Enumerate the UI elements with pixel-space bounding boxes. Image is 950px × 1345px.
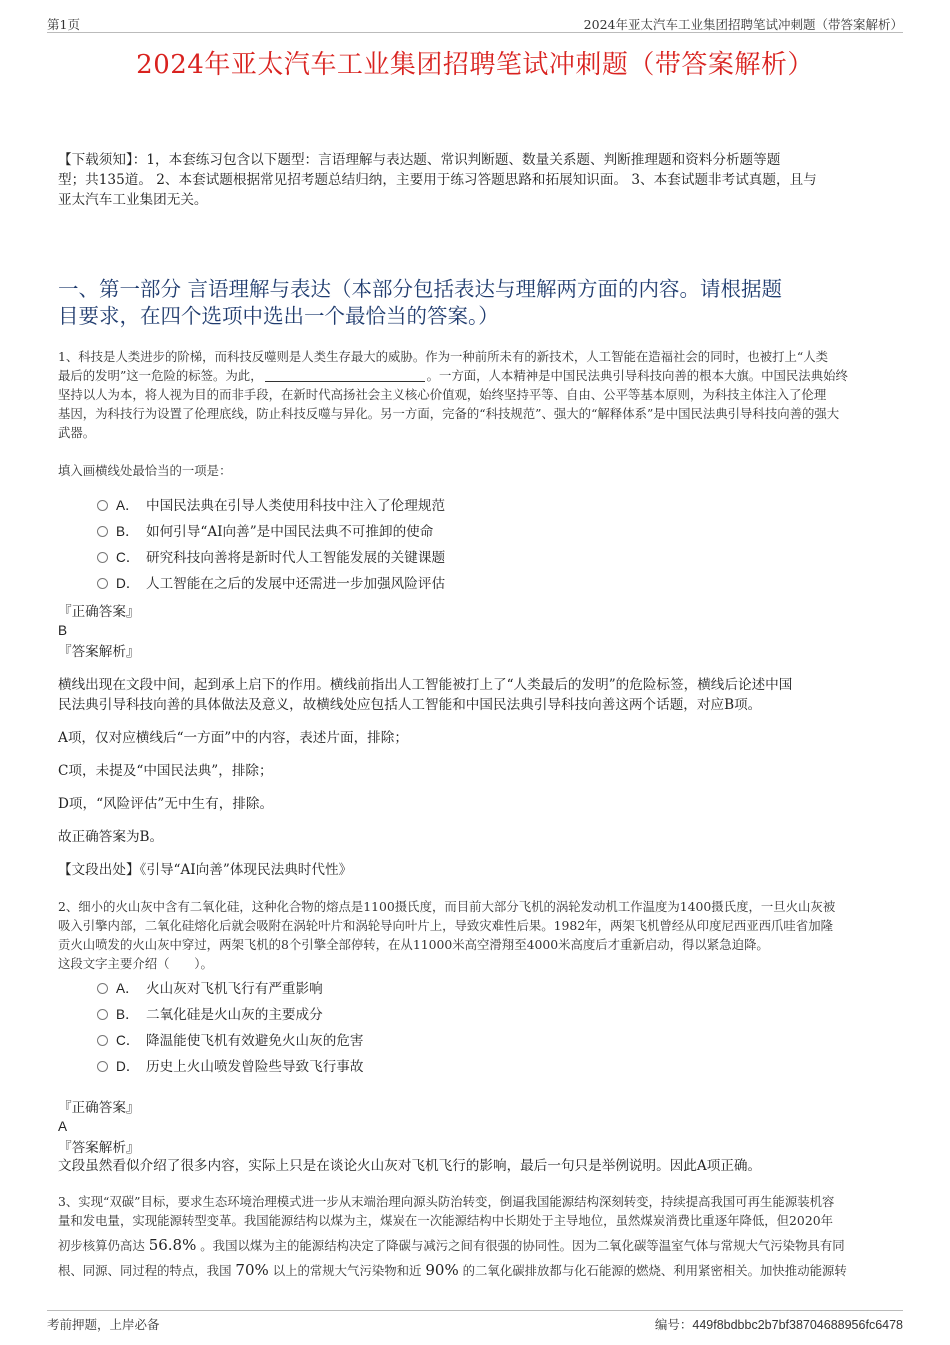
q3-text: 。我国以煤为主的能源结构决定了降碳与减污之间有很强的协同性。因为二氧化碳等温室气体与常规大气污染物具有同 bbox=[200, 1238, 845, 1253]
option-letter: C． bbox=[116, 1033, 140, 1048]
q1-source: 【文段出处】《引导“AI向善”体现民法典时代性》 bbox=[58, 862, 353, 878]
analysis-line: 横线出现在文段中间，起到承上启下的作用。横线前指出人工智能被打上了“人类最后的发明”的危险标签，横线后论述中国 bbox=[58, 677, 793, 693]
q1-line: 坚持以人为本，将人视为目的而非手段，在新时代高扬社会主义核心价值观，始终坚持平等、自由、公平等基本原则，为科技主体注入了伦理 bbox=[58, 387, 827, 402]
q1-conclusion: 故正确答案为B。 bbox=[58, 829, 164, 845]
q1-analysis bbox=[58, 675, 908, 715]
q1-answer: B bbox=[58, 623, 68, 638]
q2-line: 贡火山喷发的火山灰中穿过，两架飞机的8个引擎全部停转，在从11000米高空滑翔至4000米高度后才重新启动，得以紧急迫降。 bbox=[58, 937, 769, 952]
option-letter: A． bbox=[116, 498, 139, 513]
option-text: 二氧化硅是火山灰的主要成分 bbox=[146, 1007, 323, 1023]
q1-note-c: C项，未提及“中国民法典”，排除； bbox=[58, 763, 273, 779]
option-text: 如何引导“AI向善”是中国民法典不可推卸的使命 bbox=[146, 524, 434, 540]
radio-icon[interactable] bbox=[97, 500, 108, 511]
q2-option-a[interactable] bbox=[97, 979, 323, 999]
q3-text: 以上的常规大气污染物和近 bbox=[272, 1263, 422, 1278]
radio-icon[interactable] bbox=[97, 578, 108, 589]
question-3-stem bbox=[58, 1192, 918, 1280]
question-1-stem bbox=[58, 347, 908, 442]
q2-analysis-label: 『答案解析』 bbox=[58, 1140, 140, 1156]
notice-line-1: 【下载须知】：1，本套练习包含以下题型：言语理解与表达题、常识判断题、数量关系题、判断推理题和资料分析题等题 bbox=[58, 152, 781, 168]
q1-note-d: D项，“风险评估”无中生有，排除。 bbox=[58, 796, 274, 812]
q2-line: 这段文字主要介绍（ ）。 bbox=[58, 956, 213, 971]
footer-slogan: 考前押题，上岸必备 bbox=[47, 1317, 160, 1332]
q3-text: 的二氧化碳排放都与化石能源的燃烧、利用紧密相关。加快推动能源转 bbox=[462, 1263, 847, 1278]
radio-icon[interactable] bbox=[97, 526, 108, 537]
q1-line-text: 最后的发明”这一危险的标签。为此， bbox=[58, 368, 263, 383]
notice-line-2: 型；共135道。 2、本套试题根据常见招考题总结归纳，主要用于练习答题思路和拓展知识面。 3、本套试题非考试真题，且与 bbox=[58, 172, 817, 188]
q3-text: 根、同源、同过程的特点，我国 bbox=[58, 1263, 232, 1278]
option-text: 人工智能在之后的发展中还需进一步加强风险评估 bbox=[146, 576, 446, 592]
q2-answer: A bbox=[58, 1119, 68, 1134]
q2-option-b[interactable] bbox=[97, 1005, 323, 1025]
q1-line: 武器。 bbox=[58, 425, 96, 440]
option-text: 研究科技向善将是新时代人工智能发展的关键课题 bbox=[146, 550, 446, 566]
option-letter: D． bbox=[116, 1059, 140, 1074]
q1-note-a: A项，仅对应横线后“一方面”中的内容，表述片面，排除； bbox=[58, 730, 408, 746]
radio-icon[interactable] bbox=[97, 552, 108, 563]
radio-icon[interactable] bbox=[97, 1061, 108, 1072]
q1-line: 1、科技是人类进步的阶梯，而科技反噬则是人类生存最大的威胁。作为一种前所未有的新技术，人工智能在造福社会的同时，也被打上“人类 bbox=[58, 349, 829, 364]
doc-id-label: 编号： bbox=[654, 1317, 693, 1332]
header-doc-title: 2024年亚太汽车工业集团招聘笔试冲刺题（带答案解析） bbox=[583, 17, 903, 32]
q2-line: 吸入引擎内部，二氧化硅熔化后就会吸附在涡轮叶片和涡轮导向叶片上，导致灾难性后果。1982年，两架飞机曾经从印度尼西亚西爪哇省加隆 bbox=[58, 918, 833, 933]
q1-option-d[interactable] bbox=[97, 574, 445, 594]
q3-percentage: 90% bbox=[425, 1261, 459, 1279]
option-letter: D． bbox=[116, 576, 140, 591]
option-text: 降温能使飞机有效避免火山灰的危害 bbox=[146, 1033, 364, 1049]
q2-answer-label: 『正确答案』 bbox=[58, 1100, 140, 1116]
radio-icon[interactable] bbox=[97, 1009, 108, 1020]
q1-line bbox=[58, 366, 908, 385]
option-letter: B． bbox=[116, 1007, 139, 1022]
q3-text: 初步核算仍高达 bbox=[58, 1238, 145, 1253]
question-2-stem bbox=[58, 897, 908, 973]
q2-option-c[interactable] bbox=[97, 1031, 364, 1051]
q1-line-text: 。一方面，人本精神是中国民法典引导科技向善的根本大旗。中国民法典始终 bbox=[426, 368, 848, 383]
q3-line bbox=[58, 1261, 918, 1280]
q1-answer-label: 『正确答案』 bbox=[58, 604, 140, 620]
q3-line: 3、实现“双碳”目标，要求生态环境治理模式进一步从末端治理向源头防治转变，倒逼我国能源结构深刻转变，持续提高我国可再生能源装机容 bbox=[58, 1194, 835, 1209]
footer-doc-id bbox=[655, 1315, 903, 1333]
section-heading-line-2: 目要求，在四个选项中选出一个最恰当的答案。） bbox=[58, 304, 499, 328]
q3-line: 量和发电量，实现能源转型变革。我国能源结构以煤为主，煤炭在一次能源结构中长期处于主导地位，虽然煤炭消费比重逐年降低，但2020年 bbox=[58, 1213, 833, 1228]
document-title: 2024年亚太汽车工业集团招聘笔试冲刺题（带答案解析） bbox=[136, 50, 814, 80]
radio-icon[interactable] bbox=[97, 1035, 108, 1046]
q3-percentage: 70% bbox=[235, 1261, 269, 1279]
q1-analysis-label: 『答案解析』 bbox=[58, 644, 140, 660]
q1-option-c[interactable] bbox=[97, 548, 445, 568]
option-text: 中国民法典在引导人类使用科技中注入了伦理规范 bbox=[146, 498, 446, 514]
option-letter: C． bbox=[116, 550, 140, 565]
doc-id-code: 449f8bdbbc2b7bf38704688956fc6478 bbox=[692, 1318, 903, 1332]
page-footer bbox=[47, 1310, 903, 1331]
q1-line: 基因，为科技行为设置了伦理底线，防止科技反噬与异化。另一方面，完备的“科技规范”、强大的“解释体系”是中国民法典引导科技向善的强大 bbox=[58, 406, 840, 421]
q2-analysis: 文段虽然看似介绍了很多内容，实际上只是在谈论火山灰对飞机飞行的影响，最后一句只是举例说明。因此A项正确。 bbox=[58, 1158, 762, 1174]
analysis-line: 民法典引导科技向善的具体做法及意义，故横线处应包括人工智能和中国民法典引导科技向善这两个话题，对应B项。 bbox=[58, 697, 762, 713]
download-notice bbox=[58, 150, 908, 210]
q1-prompt: 填入画横线处最恰当的一项是： bbox=[58, 463, 232, 478]
radio-icon[interactable] bbox=[97, 983, 108, 994]
option-text: 历史上火山喷发曾险些导致飞行事故 bbox=[146, 1059, 364, 1075]
page-header bbox=[47, 14, 903, 33]
q2-line: 2、细小的火山灰中含有二氧化硅，这种化合物的熔点是1100摄氏度，而目前大部分飞机的涡轮发动机工作温度为1400摄氏度，一旦火山灰被 bbox=[58, 899, 836, 914]
fill-in-blank bbox=[265, 369, 425, 382]
option-letter: A． bbox=[116, 981, 139, 996]
option-text: 火山灰对飞机飞行有严重影响 bbox=[146, 981, 323, 997]
q3-line bbox=[58, 1236, 918, 1255]
q2-option-d[interactable] bbox=[97, 1057, 364, 1077]
notice-line-3: 亚太汽车工业集团无关。 bbox=[58, 192, 208, 208]
page-number: 第1页 bbox=[47, 17, 80, 32]
q3-percentage: 56.8% bbox=[148, 1236, 197, 1254]
q1-option-a[interactable] bbox=[97, 496, 445, 516]
section-heading bbox=[58, 276, 918, 330]
section-heading-line-1: 一、第一部分 言语理解与表达（本部分包括表达与理解两方面的内容。请根据题 bbox=[58, 277, 783, 301]
option-letter: B． bbox=[116, 524, 139, 539]
q1-option-b[interactable] bbox=[97, 522, 433, 542]
